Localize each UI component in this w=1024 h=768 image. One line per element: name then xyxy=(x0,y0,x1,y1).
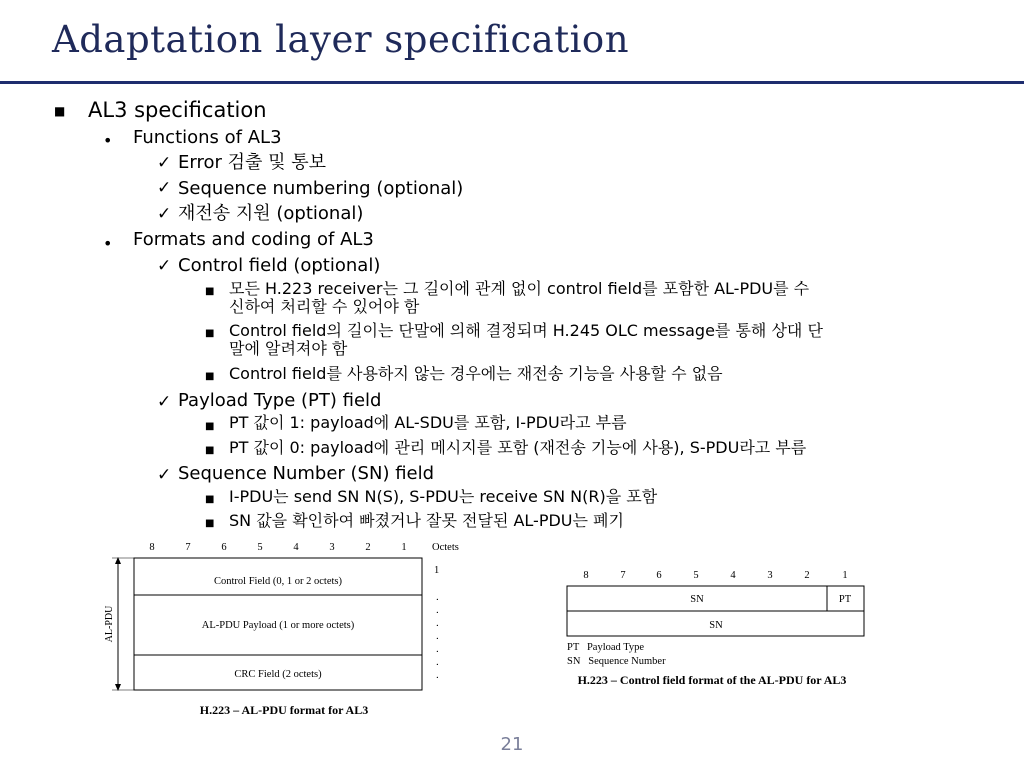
check-icon: ✓ xyxy=(157,392,172,412)
octet-one-label: 1 xyxy=(434,565,440,576)
sn-cell-row2: SN xyxy=(709,620,723,631)
square-bullet-icon: ■ xyxy=(205,494,215,505)
slide-title: Adaptation layer specification xyxy=(52,18,630,61)
check-item-control-field: Control field (optional) xyxy=(178,255,381,276)
bit-label: 4 xyxy=(730,570,736,581)
sn-bullet-1: I-PDU는 send SN N(S), S-PDU는 receive SN N(R)을 포함 xyxy=(229,487,658,506)
check-item-sequence: Sequence numbering (optional) xyxy=(178,178,464,199)
dot-bullet-icon: • xyxy=(103,234,113,253)
left-figure-caption: H.223 – AL-PDU format for AL3 xyxy=(199,703,369,717)
bit-label: 1 xyxy=(401,542,407,553)
bit-label: 2 xyxy=(804,570,810,581)
pt-cell-row1: PT xyxy=(838,594,852,605)
check-icon: ✓ xyxy=(157,256,172,276)
bit-label: 3 xyxy=(329,542,335,553)
svg-text:.: . xyxy=(436,591,439,603)
control-bullet-1-line-1: 모든 H.223 receiver는 그 길이에 관계 없이 control field를 포함한 AL-PDU를 수 xyxy=(229,279,810,298)
check-item-retransmit: 재전송 지원 (optional) xyxy=(178,203,364,224)
check-item-sequence-number: Sequence Number (SN) field xyxy=(178,463,435,484)
control-bullet-3: Control field를 사용하지 않는 경우에는 재전송 기능을 사용할 수 없음 xyxy=(229,364,723,383)
check-item-error: Error 검출 및 통보 xyxy=(178,152,326,173)
control-bullet-2-line-2: 말에 알려져야 함 xyxy=(229,339,348,358)
dot-bullet-icon: • xyxy=(103,131,113,150)
page-number: 21 xyxy=(500,734,524,755)
control-bullet-1-line-2: 신하여 처리할 수 있어야 함 xyxy=(229,297,420,316)
bit-label: 7 xyxy=(620,570,626,581)
bullet-formats: Formats and coding of AL3 xyxy=(133,229,374,250)
bit-label: 6 xyxy=(221,542,227,553)
bit-label: 5 xyxy=(257,542,263,553)
svg-text:.: . xyxy=(436,643,439,655)
bit-label: 1 xyxy=(842,570,848,581)
control-field-format-figure xyxy=(567,570,864,687)
right-figure-caption: H.223 – Control field format of the AL-PDU for AL3 xyxy=(577,673,847,687)
bit-label: 7 xyxy=(185,542,191,553)
check-item-payload-type: Payload Type (PT) field xyxy=(178,390,382,411)
svg-text:.: . xyxy=(436,604,439,616)
square-bullet-icon: ■ xyxy=(205,371,215,382)
control-bullet-2-line-1: Control field의 길이는 단말에 의해 결정되며 H.245 OLC message를 통해 상대 단 xyxy=(229,321,823,340)
svg-text:.: . xyxy=(436,669,439,681)
square-bullet-icon: ■ xyxy=(205,445,215,456)
square-bullet-icon: ■ xyxy=(205,286,215,297)
bullet-functions: Functions of AL3 xyxy=(133,127,282,148)
legend-sn: SN Sequence Number xyxy=(567,656,666,667)
bit-label: 8 xyxy=(149,542,155,553)
octets-label: Octets xyxy=(432,542,459,553)
legend-pt: PT Payload Type xyxy=(567,642,645,653)
svg-text:.: . xyxy=(436,630,439,642)
bullet-al3-specification: AL3 specification xyxy=(88,98,267,122)
pt-bullet-1: PT 값이 1: payload에 AL-SDU를 포함, I-PDU라고 부름 xyxy=(229,413,627,432)
bit-label: 2 xyxy=(365,542,371,553)
svg-text:.: . xyxy=(436,656,439,668)
square-bullet-icon: ■ xyxy=(205,518,215,529)
bit-label: 4 xyxy=(293,542,299,553)
bit-label: 8 xyxy=(583,570,589,581)
crc-field-row: CRC Field (2 octets) xyxy=(234,669,322,680)
control-field-row: Control Field (0, 1 or 2 octets) xyxy=(213,576,343,587)
pt-bullet-2: PT 값이 0: payload에 관리 메시지를 포함 (재전송 기능에 사용), S-PDU라고 부름 xyxy=(229,438,807,457)
bit-label: 6 xyxy=(656,570,662,581)
check-icon: ✓ xyxy=(157,153,172,173)
al-pdu-side-label: AL-PDU xyxy=(104,605,115,643)
sn-bullet-2: SN 값을 확인하여 빠졌거나 잘못 전달된 AL-PDU는 폐기 xyxy=(229,511,624,530)
svg-text:.: . xyxy=(436,617,439,629)
bit-label: 3 xyxy=(767,570,773,581)
payload-row: AL-PDU Payload (1 or more octets) xyxy=(201,620,355,631)
check-icon: ✓ xyxy=(157,178,172,198)
square-bullet-icon: ■ xyxy=(205,421,215,432)
al-pdu-format-figure xyxy=(104,542,459,717)
check-icon: ✓ xyxy=(157,204,172,224)
square-bullet-icon: ■ xyxy=(54,104,66,118)
square-bullet-icon: ■ xyxy=(205,328,215,339)
bit-label: 5 xyxy=(693,570,699,581)
check-icon: ✓ xyxy=(157,465,172,485)
sn-cell-row1: SN xyxy=(690,594,704,605)
